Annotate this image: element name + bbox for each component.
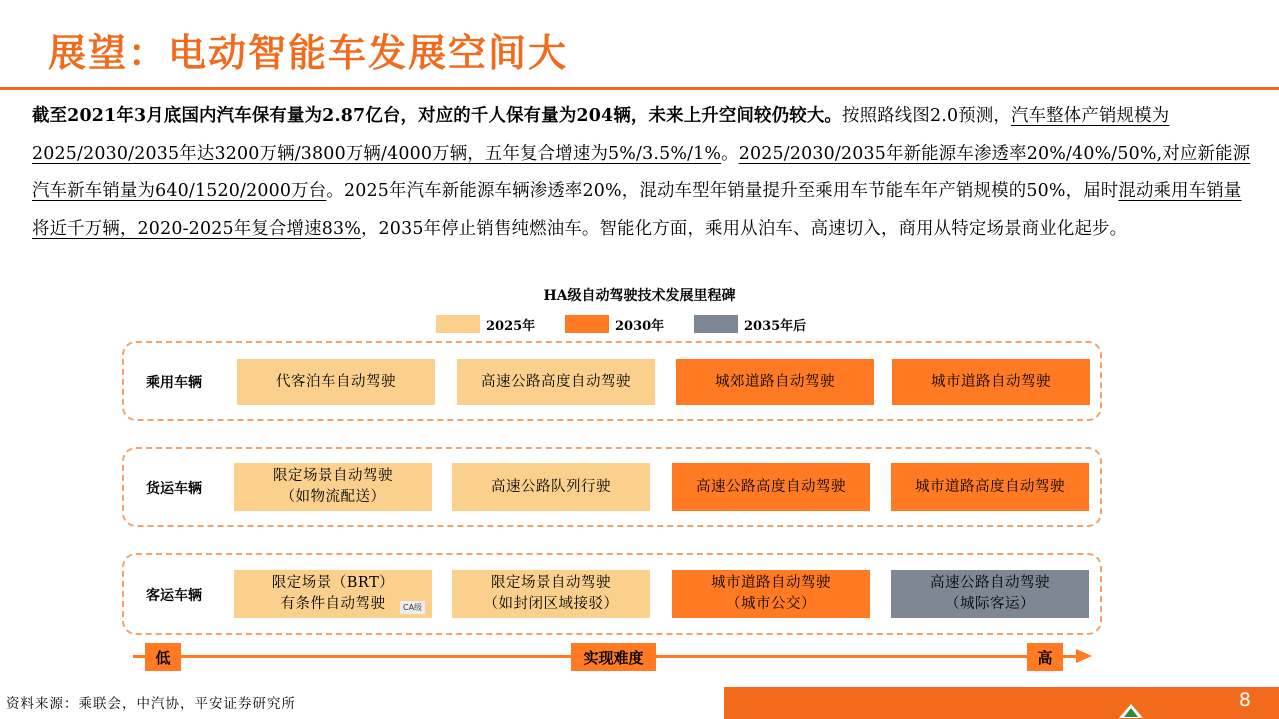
legend-swatch-2030 — [565, 315, 609, 333]
legend-label-2035: 2035年后 — [744, 318, 807, 334]
axis-high-label: 高 — [1027, 643, 1063, 671]
chart-title: HA级自动驾驶技术发展里程碑 — [543, 288, 736, 304]
paragraph-text-1: 按照路线图2.0预测， — [842, 106, 1011, 126]
legend-swatch-2035 — [694, 315, 738, 333]
paragraph-bold-lead: 截至2021年3月底国内汽车保有量为2.87亿台，对应的千人保有量为204辆，未来上升空间较仍较大。 — [32, 106, 843, 126]
page-title: 展望：电动智能车发展空间大 — [48, 31, 569, 75]
axis-title: 实现难度 — [571, 643, 656, 671]
paragraph-underline-3: 混动乘用车销量将近千万辆，2020-2025年复合增速83% — [32, 181, 1242, 239]
legend-item-2035 — [694, 314, 806, 334]
milestone-box: 高速公路高度自动驾驶 — [457, 359, 655, 405]
page-number: 8 — [1238, 689, 1251, 711]
summary-paragraph — [32, 98, 1257, 248]
group-label-freight: 货运车辆 — [146, 481, 202, 497]
source-note: 资料来源：乘联会，中汽协，平安证券研究所 — [6, 696, 296, 712]
legend-label-2030: 2030年 — [615, 318, 665, 334]
legend-swatch-2025 — [436, 315, 480, 333]
milestone-box: 高速公路高度自动驾驶 — [672, 463, 870, 511]
group-label-transit: 客运车辆 — [146, 588, 202, 604]
milestone-box: 限定场景自动驾驶 （如物流配送） — [234, 463, 432, 511]
legend-label-2025: 2025年 — [486, 318, 536, 334]
milestone-box: 限定场景（BRT） 有条件自动驾驶 — [234, 570, 432, 618]
milestone-box: 高速公路队列行驶 — [452, 463, 650, 511]
milestone-box: 高速公路自动驾驶 （城际客运） — [891, 570, 1089, 618]
arrow-right-icon — [1076, 649, 1092, 663]
axis-low-label: 低 — [145, 643, 181, 671]
footer-bar — [724, 687, 1279, 719]
ping-an-logo-icon — [1118, 703, 1144, 719]
milestone-box: 城市道路自动驾驶 — [892, 359, 1090, 405]
title-divider — [0, 87, 1279, 90]
milestone-box: 城市道路自动驾驶 （城市公交） — [672, 570, 870, 618]
milestone-box: 限定场景自动驾驶 （如封闭区域接驳） — [452, 570, 650, 618]
milestone-box: 城市道路高度自动驾驶 — [891, 463, 1089, 511]
legend-item-2030 — [565, 314, 664, 334]
paragraph-text-3: 。2025年汽车新能源车辆渗透率20%，混动车型年销量提升至乘用车节能车年产销规模的50%，届时 — [326, 181, 1119, 201]
legend-item-2025 — [436, 314, 535, 334]
group-label-passenger: 乘用车辆 — [146, 375, 202, 391]
milestone-box: 代客泊车自动驾驶 — [237, 359, 435, 405]
paragraph-text-4: ，2035年停止销售纯燃油车。智能化方面，乘用从泊车、高速切入，商用从特定场景商业化起步。 — [360, 218, 1128, 239]
ca-level-tag: CA级 — [400, 601, 425, 614]
paragraph-underline-1: 汽车整体产销规模为2025/2030/2035年达3200万辆/3800万辆/4000万辆，五年复合增速为5%/3.5%/1% — [32, 106, 1170, 164]
paragraph-underline-2: 2025/2030/2035年新能源车渗透率20%/40%/50%,对应新能源汽车新车销量为640/1520/2000万台 — [32, 143, 1251, 201]
milestone-box: 城郊道路自动驾驶 — [676, 359, 874, 405]
paragraph-text-2: 。 — [721, 143, 739, 164]
